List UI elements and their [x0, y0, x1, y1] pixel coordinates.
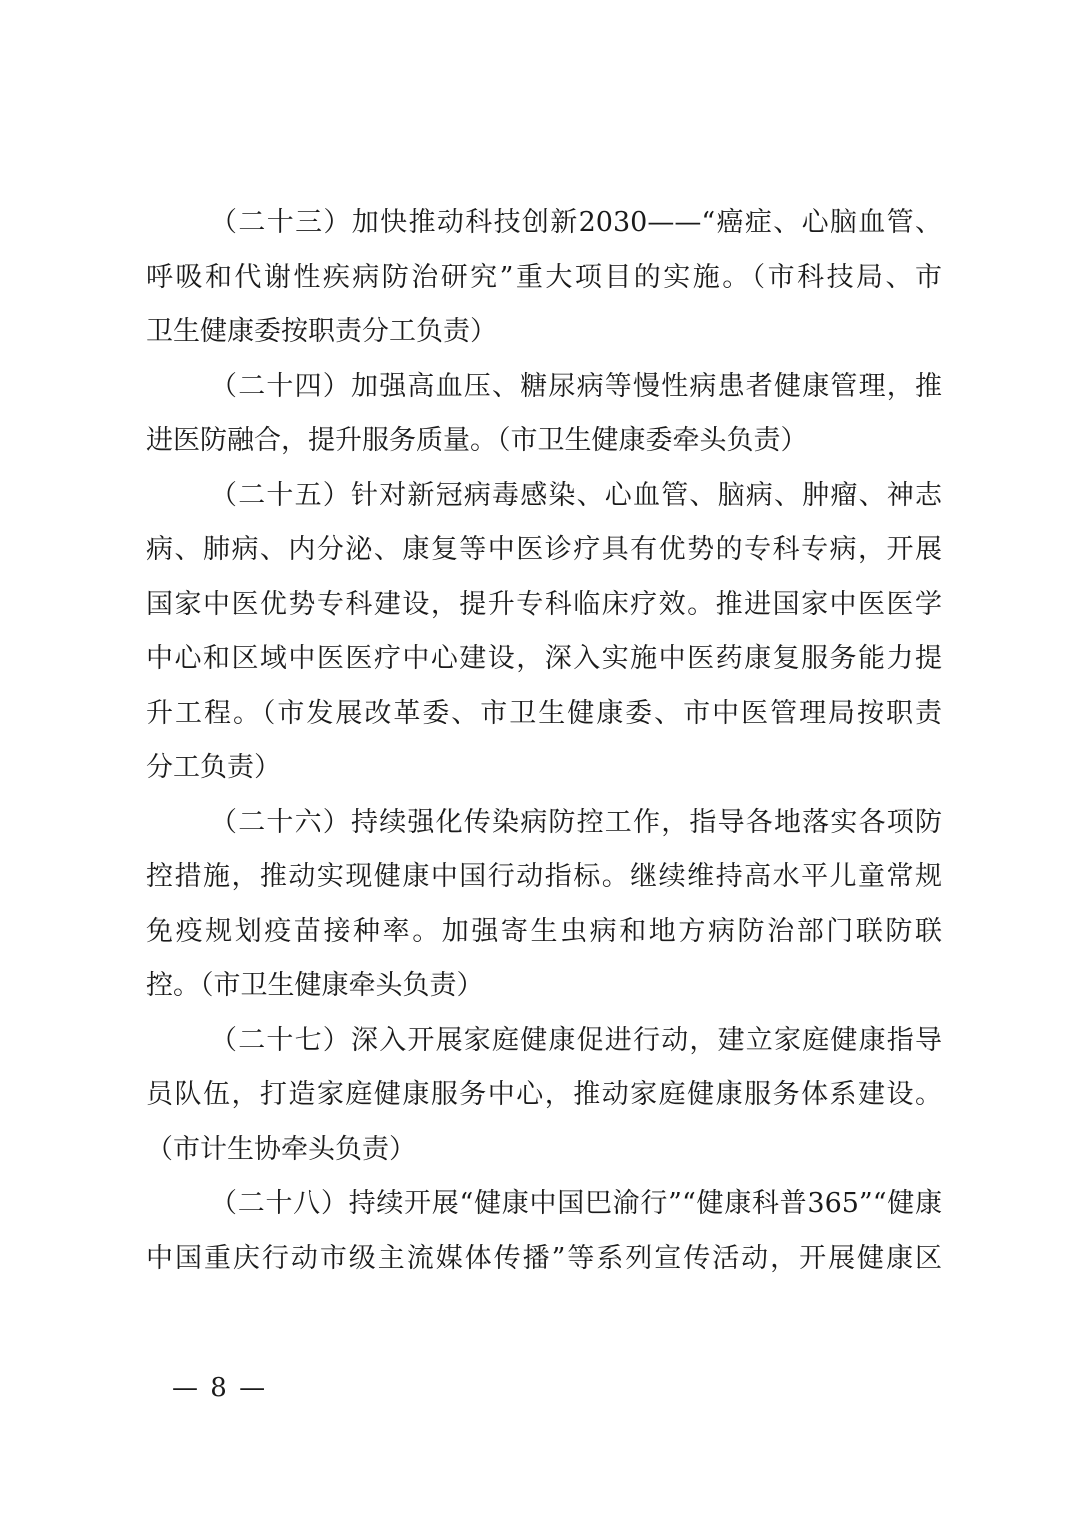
text-line: （二十七）深入开展家庭健康促进行动，建立家庭健康指导 [210, 1024, 942, 1056]
text-line: 中国重庆行动市级主流媒体传播”等系列宣传活动，开展健康区 [146, 1242, 942, 1274]
paragraph-25 [146, 469, 942, 796]
text-line: 员队伍，打造家庭健康服务中心，推动家庭健康服务体系建设。 [146, 1079, 942, 1110]
paragraph-24 [146, 360, 942, 469]
text-line: （二十六）持续强化传染病防控工作，指导各地落实各项防 [210, 806, 942, 838]
text-line: 卫生健康委按职责分工负责） [146, 316, 497, 347]
paragraph-23 [146, 196, 942, 360]
text-line: （二十三）加快推动科技创新2030——“癌症、心脑血管、 [210, 207, 942, 238]
paragraph-28 [146, 1177, 942, 1286]
page-number: — 8 — [172, 1373, 268, 1403]
text-line: （二十五）针对新冠病毒感染、心血管、脑病、肿瘤、神志 [210, 479, 942, 511]
text-line: 病、肺病、内分泌、康复等中医诊疗具有优势的专科专病，开展 [146, 534, 942, 565]
body-text [146, 196, 942, 1286]
text-line: 国家中医优势专科建设，提升专科临床疗效。推进国家中医医学 [146, 588, 942, 620]
text-line: 免疫规划疫苗接种率。加强寄生虫病和地方病防治部门联防联 [146, 915, 942, 947]
text-line: 呼吸和代谢性疾病防治研究”重大项目的实施。（市科技局、市 [146, 261, 942, 293]
text-line: 控措施，推动实现健康中国行动指标。继续维持高水平儿童常规 [146, 861, 942, 892]
text-line: （二十四）加强高血压、糖尿病等慢性病患者健康管理，推 [210, 370, 942, 402]
text-line: 分工负责） [146, 752, 281, 783]
text-line: 进医防融合，提升服务质量。（市卫生健康委牵头负责） [146, 425, 808, 456]
paragraph-27 [146, 1014, 942, 1178]
text-line: 控。（市卫生健康牵头负责） [146, 970, 484, 1001]
text-line: （市计生协牵头负责） [146, 1133, 416, 1165]
paragraph-26 [146, 796, 942, 1014]
text-line: （二十八）持续开展“健康中国巴渝行”“健康科普365”“健康 [210, 1188, 942, 1219]
text-line: 升工程。（市发展改革委、市卫生健康委、市中医管理局按职责 [146, 697, 942, 729]
text-line: 中心和区域中医医疗中心建设，深入实施中医药康复服务能力提 [146, 643, 942, 674]
